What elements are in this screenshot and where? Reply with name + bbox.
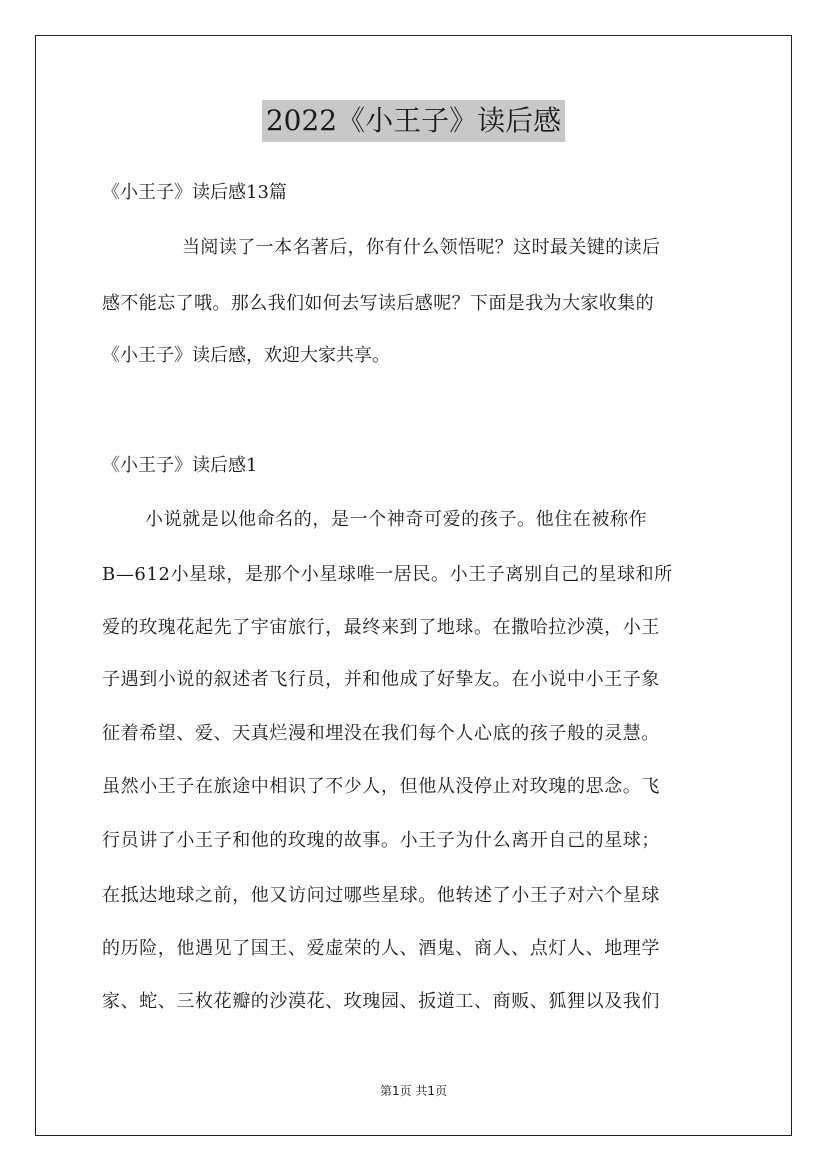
body-line: B—612小星球，是那个小星球唯一居民。小王子离别自己的星球和所	[102, 564, 673, 585]
body-line: 小说就是以他命名的，是一个神奇可爱的孩子。他住在被称作	[145, 509, 648, 530]
intro-line: 感不能忘了哦。那么我们如何去写读后感呢？下面是我为大家收集的	[102, 293, 654, 314]
body-line: 的历险，他遇见了国王、爱虚荣的人、酒鬼、商人、点灯人、地理学	[102, 938, 660, 959]
body-line: 行员讲了小王子和他的玫瑰的故事。小王子为什么离开自己的星球；	[102, 830, 660, 851]
intro-line: 当阅读了一本名著后，你有什么领悟呢？这时最关键的读后	[182, 237, 661, 258]
page-footer: 第1页 共1页	[379, 1084, 448, 1098]
intro-line: 《小王子》读后感，欢迎大家共享。	[102, 345, 390, 366]
document-subtitle: 《小王子》读后感13篇	[102, 182, 287, 203]
body-line: 征着希望、爱、天真烂漫和埋没在我们每个人心底的孩子般的灵慧。	[102, 723, 660, 744]
body-line: 在抵达地球之前，他又访问过哪些星球。他转述了小王子对六个星球	[102, 885, 660, 906]
body-line: 虽然小王子在旅途中相识了不少人，但他从没停止对玫瑰的思念。飞	[102, 776, 660, 797]
title-container	[0, 100, 827, 142]
body-line: 家、蛇、三枚花瓣的沙漠花、玫瑰园、扳道工、商贩、狐狸以及我们	[102, 991, 660, 1012]
body-line: 爱的玫瑰花起先了宇宙旅行，最终来到了地球。在撒哈拉沙漠，小王	[102, 617, 660, 638]
document-title: 2022《小王子》读后感	[262, 100, 565, 142]
section-heading: 《小王子》读后感1	[102, 455, 258, 476]
body-line: 子遇到小说的叙述者飞行员，并和他成了好挚友。在小说中小王子象	[102, 669, 660, 690]
